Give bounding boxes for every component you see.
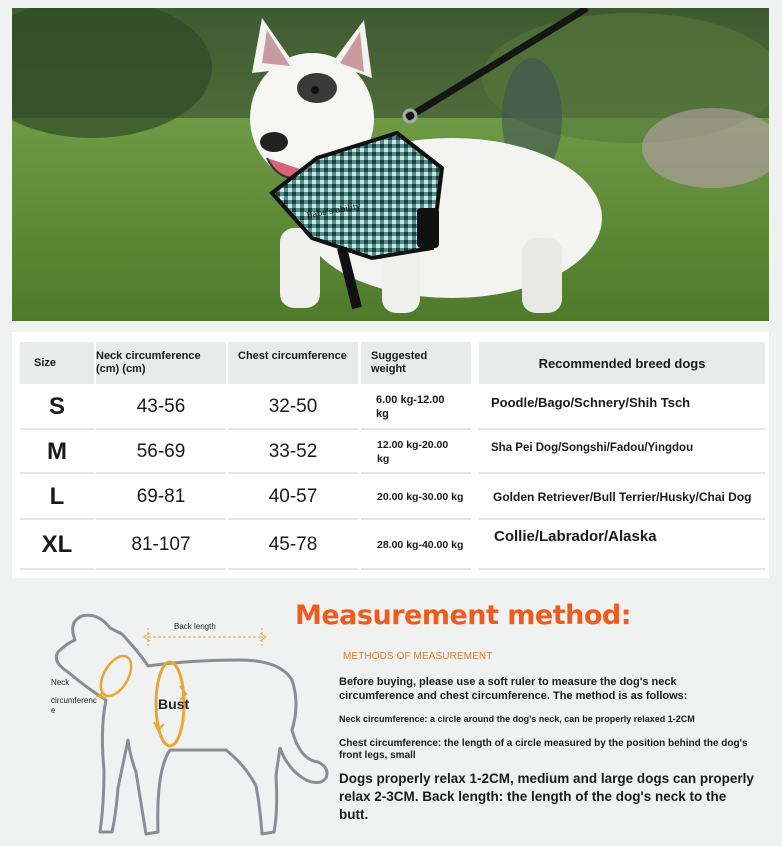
row-s-breed: Poodle/Bago/Schnery/Shih Tsch — [479, 386, 765, 430]
intro-paragraph: Before buying, please use a soft ruler to measure the dog's neck circumference and chest circumference. The method is as follows: — [339, 676, 688, 702]
size-chart-table — [12, 332, 769, 578]
row-m-chest: 33-52 — [228, 432, 358, 474]
header-chest: Chest circumference — [228, 342, 358, 384]
row-xl-chest: 45-78 — [228, 522, 358, 570]
measurement-method-title: Measurement method: — [295, 600, 632, 631]
back-length-label: Back length — [174, 622, 216, 631]
methods-subtitle: METHODS OF MEASUREMENT — [343, 651, 493, 662]
row-s-weight: 6.00 kg-12.00 kg — [361, 386, 471, 430]
neck-label: Neck — [51, 678, 70, 687]
row-m-size: M — [20, 432, 94, 474]
row-s-neck: 43-56 — [96, 386, 226, 430]
dog-outline-illustration — [30, 600, 330, 840]
collar-tag-text: Babe's ability — [305, 201, 362, 220]
row-s-chest: 32-50 — [228, 386, 358, 430]
neck-paragraph: Neck circumference: a circle around the dog's neck, can be properly relaxed 1-2CM — [339, 714, 695, 724]
row-l-breed: Golden Retriever/Bull Terrier/Husky/Chai Dog — [479, 476, 765, 520]
row-xl-weight: 28.00 kg-40.00 kg — [361, 522, 471, 570]
product-photo — [12, 8, 769, 321]
row-m-breed: Sha Pei Dog/Songshi/Fadou/Yingdou — [479, 432, 765, 474]
row-s-size: S — [20, 386, 94, 430]
row-l-weight: 20.00 kg-30.00 kg — [361, 476, 471, 520]
row-xl-neck: 81-107 — [96, 522, 226, 570]
chest-paragraph: Chest circumference: the length of a circle measured by the position behind the dog's front legs, small — [339, 738, 748, 761]
relax-paragraph: Dogs properly relax 1-2CM, medium and large dogs can properly relax 2-3CM. Back length: the length of the dog's neck to the butt. — [339, 771, 754, 822]
header-neck: Neck circumference (cm) (cm) — [96, 342, 226, 384]
header-size: Size — [20, 342, 94, 384]
header-weight: Suggested weight — [361, 342, 471, 384]
row-xl-size: XL — [20, 522, 94, 570]
row-l-neck: 69-81 — [96, 476, 226, 520]
measurement-diagram — [30, 600, 330, 840]
row-m-weight: 12.00 kg-20.00 kg — [361, 432, 471, 474]
bust-label: Bust — [158, 696, 190, 712]
row-xl-breed: Collie/Labrador/Alaska — [479, 522, 765, 570]
row-l-size: L — [20, 476, 94, 520]
row-m-neck: 56-69 — [96, 432, 226, 474]
row-l-chest: 40-57 — [228, 476, 358, 520]
neck-circumference-label: circumferenc e — [51, 696, 97, 715]
header-breed: Recommended breed dogs — [479, 342, 765, 384]
dog-harness-photo — [12, 8, 769, 321]
